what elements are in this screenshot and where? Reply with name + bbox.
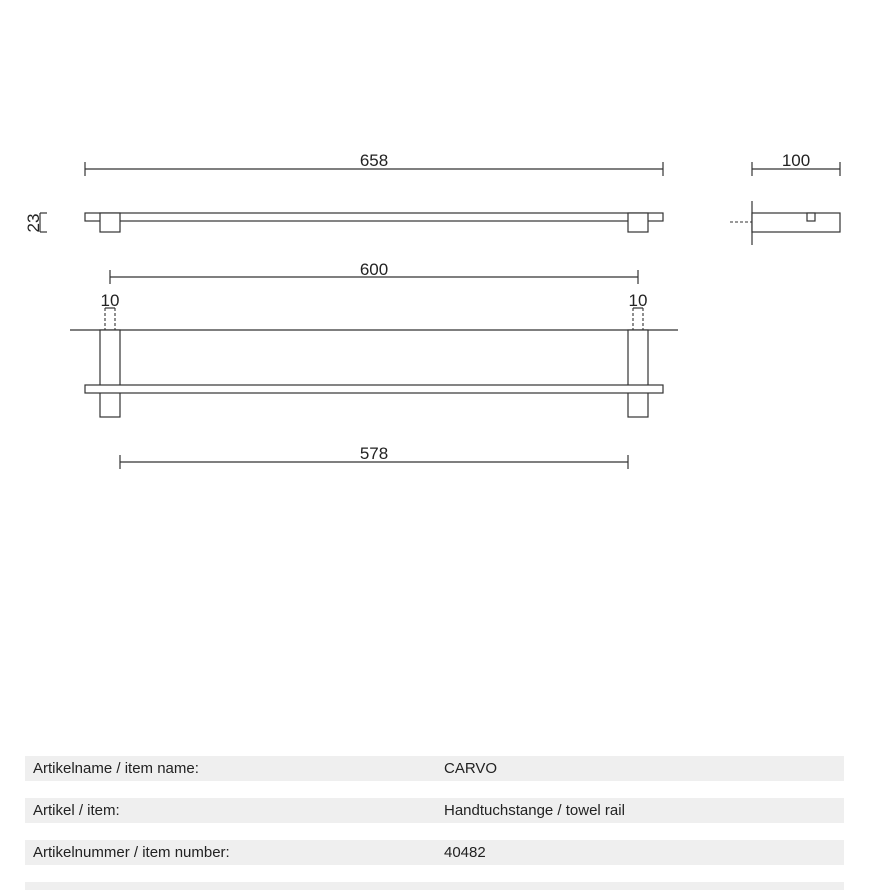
plan-view	[70, 260, 678, 469]
spec-label: Artikelname / item name:	[33, 760, 199, 777]
bracket-right-plan	[628, 330, 648, 417]
dimension-label-height: 23	[24, 213, 43, 233]
bracket-left-plan	[100, 330, 120, 417]
dimension-label-hole-right: 10	[628, 291, 648, 310]
dimension-label-mount-spacing: 600	[359, 260, 389, 279]
spec-value: Handtuchstange / towel rail	[444, 802, 625, 819]
dimension-label-depth: 100	[781, 151, 811, 170]
spec-label: Artikel / item:	[33, 802, 120, 819]
rail-section-side	[807, 213, 815, 221]
dimension-mount-spacing	[110, 260, 638, 284]
screw-hole-left	[105, 308, 115, 330]
dimension-depth	[752, 151, 840, 176]
bracket-right-front	[628, 213, 648, 232]
front-view	[24, 151, 663, 232]
screw-hole-right	[633, 308, 643, 330]
dimension-label-overall-length: 658	[359, 151, 389, 170]
bracket-left-front	[100, 213, 120, 232]
spec-row-item-number	[25, 840, 844, 865]
spec-value: CARVO	[444, 760, 498, 777]
bracket-side	[752, 213, 840, 232]
dimension-label-hole-left: 10	[100, 291, 120, 310]
dimension-overall-length	[85, 151, 663, 176]
dimension-inner-clear	[120, 444, 628, 469]
side-view	[730, 151, 840, 245]
spec-value: 40482	[444, 844, 486, 861]
rail-bar-plan	[85, 385, 663, 393]
dimension-label-inner-clear: 578	[359, 444, 389, 463]
spec-table	[25, 756, 844, 890]
rail-bar-front	[85, 213, 663, 221]
spec-row-partial	[25, 882, 844, 890]
spec-label: Artikelnummer / item number:	[33, 844, 230, 861]
spec-row-item-name	[25, 756, 844, 781]
spec-row-item	[25, 798, 844, 823]
dimension-height	[24, 213, 47, 232]
